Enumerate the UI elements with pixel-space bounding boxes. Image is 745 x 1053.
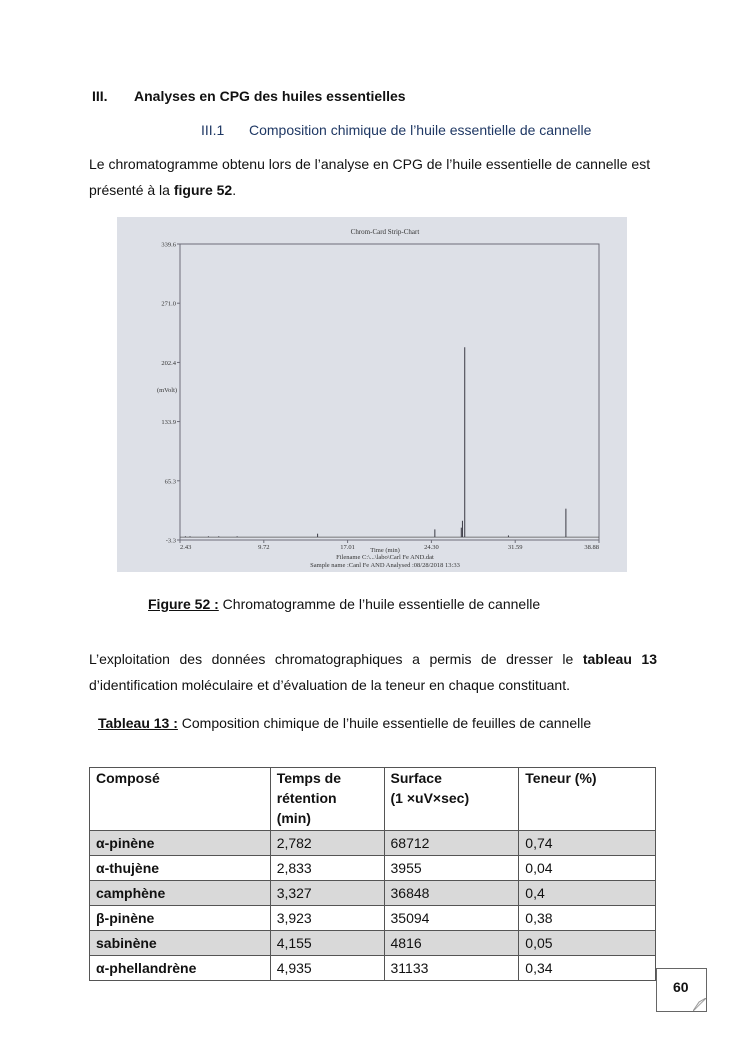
x-tick-label: 2.43 (180, 544, 192, 551)
x-tick-label: 9.72 (258, 544, 270, 551)
chromatogram-chart (117, 217, 627, 572)
cell-retention: 2,782 (270, 831, 384, 856)
cell-content: 0,04 (519, 856, 656, 881)
intro-paragraph (89, 151, 657, 203)
y-tick-label: -3.3 (165, 537, 176, 545)
cell-surface: 31133 (384, 956, 519, 981)
figure-caption (148, 596, 540, 612)
table-row (90, 831, 656, 856)
section-number: III. (92, 88, 108, 104)
chart-xlabel: Time (min) (370, 547, 400, 554)
table-row (90, 931, 656, 956)
header-compound: Composé (90, 768, 271, 831)
figure-label: Figure 52 : (148, 596, 219, 612)
page-number-box (656, 968, 707, 1012)
cell-retention: 4,155 (270, 931, 384, 956)
cell-surface: 68712 (384, 831, 519, 856)
chromatogram-figure (117, 217, 627, 572)
cell-content: 0,34 (519, 956, 656, 981)
table-row (90, 856, 656, 881)
cell-compound: β-pinène (90, 906, 271, 931)
cell-retention: 2,833 (270, 856, 384, 881)
table-caption-text: Composition chimique de l’huile essentielle de feuilles de cannelle (177, 715, 592, 731)
cell-compound: sabinène (90, 931, 271, 956)
figure-reference: figure 52 (173, 182, 233, 198)
table-reference: tableau 13 (582, 651, 658, 667)
cell-surface: 4816 (384, 931, 519, 956)
cell-compound: α-thujène (90, 856, 271, 881)
exploitation-text: L’exploitation des données chromatographiques a permis de dresser le (89, 651, 583, 667)
chart-filename: Filename C:\...\labo\Carl Fe AND.dat (336, 554, 434, 561)
cell-content: 0,4 (519, 881, 656, 906)
header-content: Teneur (%) (519, 768, 656, 831)
page-corner-fold (693, 998, 706, 1011)
page-number: 60 (673, 979, 689, 995)
table-row (90, 906, 656, 931)
cell-content: 0,74 (519, 831, 656, 856)
table-row (90, 881, 656, 906)
cell-content: 0,38 (519, 906, 656, 931)
header-surface: Surface (1 ×uV×sec) (384, 768, 519, 831)
subsection-heading (201, 122, 591, 138)
cell-surface: 3955 (384, 856, 519, 881)
cell-retention: 3,923 (270, 906, 384, 931)
y-tick-label: 271.0 (161, 300, 176, 308)
figure-caption-text: Chromatogramme de l’huile essentielle de cannelle (218, 596, 541, 612)
x-tick-label: 17.01 (340, 544, 355, 551)
table-label: Tableau 13 : (98, 715, 178, 731)
cell-retention: 4,935 (270, 956, 384, 981)
intro-text: Le chromatogramme obtenu lors de l’analyse en CPG de l’huile essentielle de cannelle est présenté à la (89, 156, 651, 198)
intro-end: . (232, 182, 237, 198)
cell-compound: α-phellandrène (90, 956, 271, 981)
subsection-title: Composition chimique de l’huile essentielle de cannelle (249, 122, 592, 138)
x-tick-label: 24.30 (424, 544, 439, 551)
cell-surface: 36848 (384, 881, 519, 906)
header-retention-time: Temps de rétention (min) (270, 768, 384, 831)
composition-table (89, 767, 656, 981)
section-title: Analyses en CPG des huiles essentielles (134, 88, 406, 104)
y-tick-label: 339.6 (161, 241, 176, 249)
table-row (90, 956, 656, 981)
table-header-row (90, 768, 656, 831)
chart-ylabel: (mVolt) (156, 387, 178, 394)
y-tick-label: 65.3 (164, 478, 176, 486)
x-tick-label: 38.88 (584, 544, 599, 551)
cell-retention: 3,327 (270, 881, 384, 906)
section-heading (92, 88, 406, 104)
exploitation-end: d’identification moléculaire et d’évaluation de la teneur en chaque constituant. (89, 677, 570, 693)
y-tick-label: 202.4 (161, 359, 176, 367)
chart-title: Chrom-Card Strip-Chart (350, 228, 420, 236)
cell-surface: 35094 (384, 906, 519, 931)
exploitation-paragraph (89, 646, 657, 698)
subsection-number: III.1 (201, 122, 225, 138)
cell-compound: camphène (90, 881, 271, 906)
cell-compound: α-pinène (90, 831, 271, 856)
chart-sample-info: Sample name :Canl Fe AND Analysed :08/28/2018 13:33 (310, 562, 460, 569)
table-caption (98, 715, 591, 731)
cell-content: 0,05 (519, 931, 656, 956)
y-tick-label: 133.9 (161, 419, 176, 427)
x-tick-label: 31.59 (507, 544, 523, 551)
scan-background (117, 217, 627, 572)
